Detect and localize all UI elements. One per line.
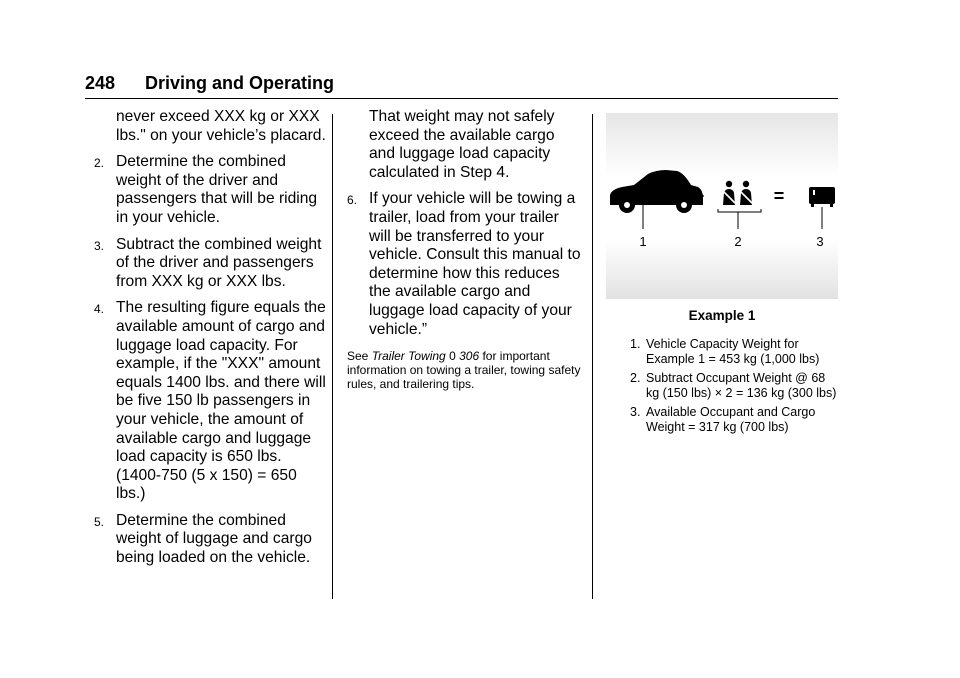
page-ref-number[interactable]: 306 <box>459 349 480 364</box>
column-divider <box>592 114 593 599</box>
vehicle-icon <box>610 170 703 213</box>
column-3 <box>606 108 838 440</box>
continued-text: That weight may not safely exceed the available cargo and luggage load capacity calculated in Step 4. <box>369 108 555 181</box>
capacity-diagram <box>606 113 838 299</box>
figure-caption: Example 1 <box>688 308 756 323</box>
column-2 <box>347 108 582 391</box>
list-number: 1. <box>630 337 641 351</box>
occupant-seatbelt-icon <box>722 181 753 205</box>
step-2 <box>94 153 326 227</box>
occupant-bracket <box>718 209 761 212</box>
list-item <box>630 405 838 434</box>
list-item <box>630 337 838 366</box>
callout-2: 2 <box>734 234 742 249</box>
step-text: Subtract the combined weight of the driver and passengers from XXX kg or XXX lbs. <box>116 235 322 290</box>
list-number: 2. <box>630 371 641 386</box>
step-5 <box>94 512 326 568</box>
page-number: 248 <box>85 73 116 93</box>
column-1 <box>94 108 326 568</box>
cross-reference <box>347 349 582 391</box>
list-text: Vehicle Capacity Weight for Example 1 = 453 kg (1,000 lbs) <box>646 337 820 366</box>
list-text: Subtract Occupant Weight @ 68 kg (150 lbs) × 2 = 136 kg (300 lbs) <box>646 371 837 400</box>
see-suffix: for important information on towing a trailer, towing safety rules, and trailering tips. <box>347 349 581 392</box>
callout-3: 3 <box>816 234 824 249</box>
step-number: 6. <box>347 193 358 208</box>
step-3 <box>94 236 326 292</box>
list-number: 3. <box>630 405 641 420</box>
step-number: 3. <box>94 238 105 253</box>
step-text: The resulting figure equals the available amount of cargo and luggage load capacity. For example, if the "XXX" amount equals 1400 lbs. and there will be five 150 lb passengers in your vehicle, the amount of available cargo and luggage load capacity is 650 lbs. (1400-750 (5 x 150) = 650 lbs.) <box>116 299 326 503</box>
example-figure <box>606 113 838 299</box>
step-text: Determine the combined weight of luggage and cargo being loaded on the vehicle. <box>116 511 312 567</box>
column-divider <box>332 114 333 599</box>
step-number: 5. <box>94 514 105 529</box>
see-prefix: See <box>347 349 372 364</box>
step-4 <box>94 299 326 504</box>
continued-text: never exceed XXX kg or XXX lbs." on your vehicle’s placard. <box>116 108 326 144</box>
page-ref-arrow-icon: 0 <box>449 349 456 364</box>
minus-sign: − <box>693 186 705 206</box>
step-number: 4. <box>94 302 105 317</box>
step-text: If your vehicle will be towing a trailer, load from your trailer will be transferred to your vehicle. Consult this manual to determine how this reduces the available cargo and luggage load capacity of your vehicle.” <box>369 190 581 338</box>
cargo-luggage-icon <box>809 187 835 207</box>
step-number: 2. <box>94 156 105 171</box>
equals-sign: = <box>773 186 785 206</box>
page-header <box>85 70 838 99</box>
section-title: Driving and Operating <box>145 73 335 93</box>
trailer-towing-link[interactable]: Trailer Towing <box>371 349 446 364</box>
callout-1: 1 <box>639 234 647 249</box>
list-item <box>630 371 838 400</box>
step-6 <box>347 190 582 339</box>
step-text: Determine the combined weight of the driver and passengers that will be riding in your vehicle. <box>116 153 318 226</box>
example-list <box>606 337 838 435</box>
list-text: Available Occupant and Cargo Weight = 317 kg (700 lbs) <box>646 405 816 434</box>
